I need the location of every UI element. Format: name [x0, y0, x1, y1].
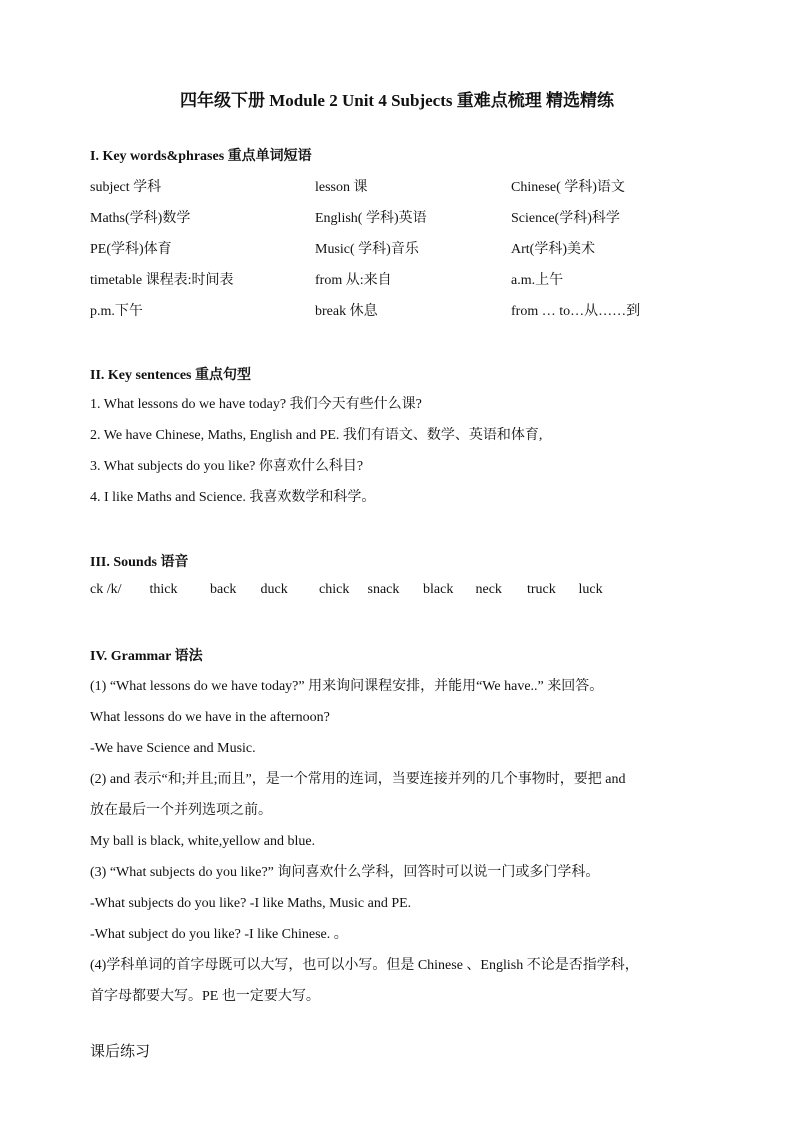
vocab-item: from … to…从……到: [511, 304, 641, 319]
vocab-item: timetable 课程表:时间表: [90, 273, 234, 288]
sound-item: luck: [578, 582, 603, 597]
vocab-item: Science(学科)科学: [511, 211, 620, 226]
sentence-item: 3. What subjects do you like? 你喜欢什么科目?: [90, 459, 364, 474]
grammar-line: 放在最后一个并列选项之前。: [90, 803, 272, 818]
sentence-item: 1. What lessons do we have today? 我们今天有些什么课?: [90, 397, 422, 412]
sound-item: chick: [319, 582, 350, 597]
grammar-line: 首字母都要大写。PE 也一定要大写。: [90, 989, 320, 1004]
vocab-item: lesson 课: [315, 180, 368, 195]
sentence-list: [90, 395, 710, 519]
vocab-item: from 从:来自: [315, 273, 392, 288]
vocab-item: PE(学科)体育: [90, 242, 172, 257]
vocab-item: break 休息: [315, 304, 378, 319]
after-class-practice-heading: 课后练习: [90, 1044, 151, 1060]
vocab-row: [90, 176, 710, 207]
vocab-row: [90, 238, 710, 269]
vocab-item: subject 学科: [90, 180, 162, 195]
vocab-row: [90, 207, 710, 238]
sounds-row: [90, 582, 603, 598]
sound-item: neck: [475, 582, 502, 597]
sentence-item: 2. We have Chinese, Maths, English and PE. 我们有语文、数学、英语和体育,: [90, 428, 543, 443]
grammar-notes: [90, 677, 710, 1018]
section-heading-key-sentences: II. Key sentences 重点句型: [90, 368, 251, 383]
section-heading-key-words: I. Key words&phrases 重点单词短语: [90, 149, 312, 164]
vocab-item: Chinese( 学科)语文: [511, 180, 625, 195]
vocab-table: [90, 176, 710, 331]
vocab-item: p.m.下午: [90, 304, 143, 319]
section-heading-sounds: III. Sounds 语音: [90, 555, 189, 570]
grammar-line: What lessons do we have in the afternoon?: [90, 710, 330, 725]
grammar-line: -What subjects do you like? -I like Maths, Music and PE.: [90, 896, 412, 911]
sound-item: thick: [149, 582, 178, 597]
sound-item: truck: [527, 582, 556, 597]
sound-item: snack: [367, 582, 400, 597]
vocab-item: Maths(学科)数学: [90, 211, 191, 226]
grammar-line: My ball is black, white,yellow and blue.: [90, 834, 316, 849]
page-title: 四年级下册 Module 2 Unit 4 Subjects 重难点梳理 精选精练: [180, 91, 614, 110]
grammar-line: (2) and 表示“和;并且;而且”，是一个常用的连词，当要连接并列的几个事物时，要把 and: [90, 772, 626, 787]
sentence-item: 4. I like Maths and Science. 我喜欢数学和科学。: [90, 490, 376, 505]
grammar-line: (3) “What subjects do you like?” 询问喜欢什么学科，回答时可以说一门或多门学科。: [90, 865, 600, 880]
grammar-line: -What subject do you like? -I like Chinese. 。: [90, 927, 348, 942]
sound-item: ck /k/: [90, 582, 122, 597]
grammar-line: (4)学科单词的首字母既可以大写，也可以小写。但是 Chinese 、English 不论是否指学科，: [90, 958, 639, 973]
grammar-line: -We have Science and Music.: [90, 741, 256, 756]
vocab-row: [90, 300, 710, 331]
vocab-item: English( 学科)英语: [315, 211, 427, 226]
sound-item: black: [423, 582, 454, 597]
vocab-item: a.m.上午: [511, 273, 564, 288]
vocab-row: [90, 269, 710, 300]
sound-item: duck: [260, 582, 288, 597]
vocab-item: Art(学科)美术: [511, 242, 595, 257]
sound-item: back: [210, 582, 237, 597]
grammar-line: (1) “What lessons do we have today?” 用来询问课程安排，并能用“We have..” 来回答。: [90, 679, 604, 694]
section-heading-grammar: IV. Grammar 语法: [90, 649, 203, 664]
vocab-item: Music( 学科)音乐: [315, 242, 419, 257]
